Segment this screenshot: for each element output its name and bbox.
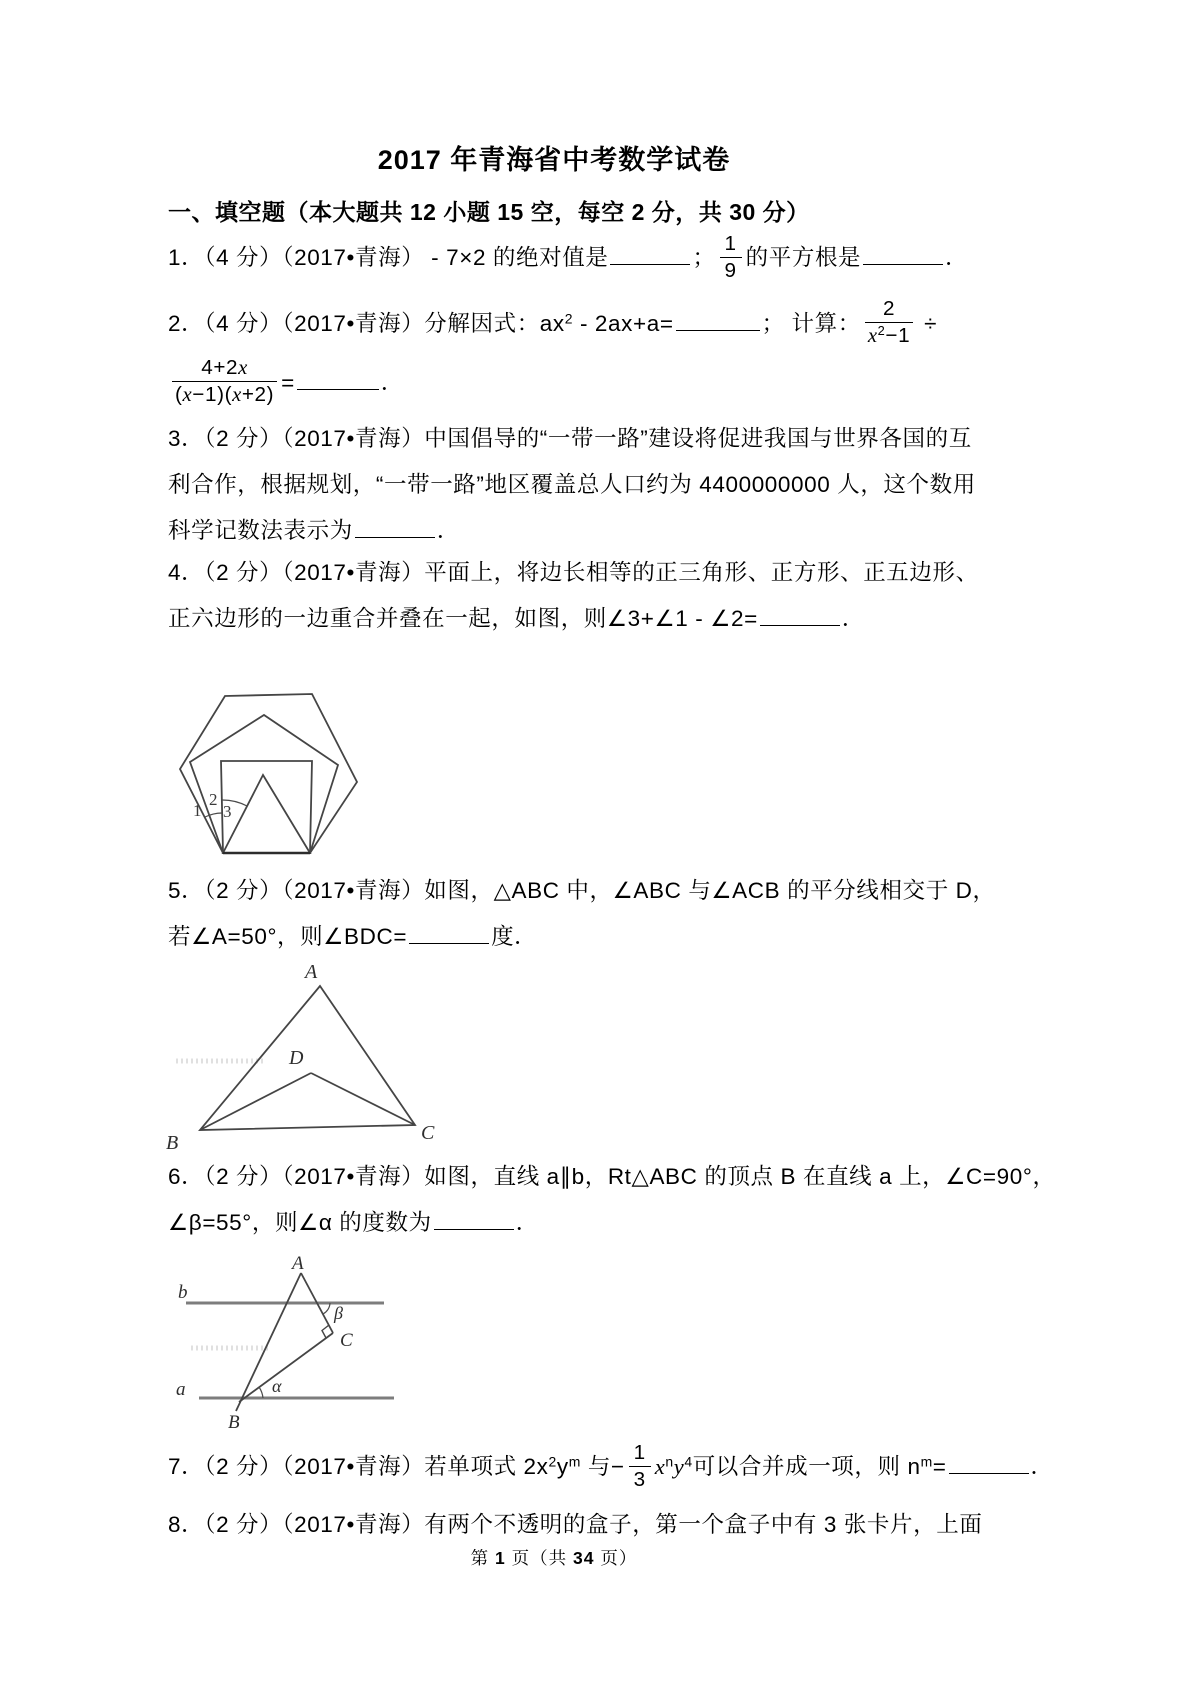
text-run: ． bbox=[515, 1210, 539, 1235]
text-run: 4+2 bbox=[201, 355, 239, 379]
beta-angle-arc bbox=[323, 1303, 330, 1314]
fraction-numerator bbox=[629, 1441, 651, 1467]
problem-6 bbox=[168, 1154, 1056, 1246]
problem-6-line-1 bbox=[168, 1154, 1056, 1200]
text-run: ( bbox=[175, 383, 183, 407]
text-run: ． bbox=[1030, 1454, 1054, 1479]
text-run: 的平方根是 bbox=[745, 245, 862, 271]
text-run: 页） bbox=[594, 1548, 638, 1568]
vertex-b-label: B bbox=[228, 1412, 240, 1433]
superscript: m bbox=[568, 1453, 581, 1470]
parallel-lines-svg bbox=[166, 1256, 411, 1436]
text-run: ； 计算： bbox=[761, 311, 861, 336]
vertex-b-label: B bbox=[166, 1132, 179, 1154]
line-b-label: b bbox=[178, 1282, 188, 1303]
text-run: −1 bbox=[885, 324, 911, 348]
triangle-shape bbox=[223, 775, 310, 853]
angle-arc-1 bbox=[205, 813, 222, 817]
superscript: 2 bbox=[564, 310, 574, 327]
text-run: 可以合并成一项，则 n bbox=[692, 1454, 921, 1479]
fraction bbox=[172, 356, 277, 409]
text-run: −1)( bbox=[192, 383, 233, 407]
text-run: 6．（2 分）（2017•青海）如图，直线 a∥b，Rt△ABC 的顶点 B 在直线 a 上，∠C=90°， bbox=[168, 1164, 1056, 1189]
text-run: 利合作，根据规划，“一带一路”地区覆盖总人口约为 4400000000 人，这个数用 bbox=[168, 472, 976, 497]
triangle-abc-svg bbox=[158, 956, 458, 1156]
problem-5-line-1 bbox=[168, 868, 998, 914]
vertex-a-label: A bbox=[292, 1256, 304, 1274]
text-run: ． bbox=[841, 606, 865, 631]
section-header: 一、填空题（本大题共 12 小题 15 空，每空 2 分，共 30 分） bbox=[168, 199, 810, 225]
fraction-numerator bbox=[720, 232, 742, 258]
text-run: 第 bbox=[470, 1548, 496, 1568]
fill-in-blank bbox=[760, 606, 840, 626]
superscript: 2 bbox=[877, 323, 886, 339]
problem-2 bbox=[168, 298, 998, 415]
problem-3-line-1 bbox=[168, 416, 998, 462]
problem-8-line-1 bbox=[168, 1502, 998, 1548]
problem-1-line-1 bbox=[168, 234, 998, 285]
fraction-numerator bbox=[865, 297, 913, 323]
problem-2-line-1 bbox=[168, 298, 998, 351]
problem-5 bbox=[168, 868, 998, 960]
vertex-a-label: A bbox=[305, 961, 318, 983]
vertex-c-label: C bbox=[421, 1122, 435, 1144]
edge-ab bbox=[236, 1273, 301, 1411]
problem-5-line-2 bbox=[168, 914, 998, 960]
math-variable: y bbox=[673, 1454, 685, 1479]
fill-in-blank bbox=[297, 370, 379, 390]
point-d-label: D bbox=[289, 1047, 304, 1069]
bisector-bd bbox=[200, 1073, 311, 1130]
text-run: 1 bbox=[633, 1440, 646, 1464]
math-variable: x bbox=[232, 384, 242, 407]
figure-problem-4-polygons bbox=[172, 686, 382, 866]
math-variable: x bbox=[238, 356, 248, 379]
text-run: 9 bbox=[724, 258, 737, 282]
text-run: +2) bbox=[241, 383, 275, 407]
text-run: 3 bbox=[633, 1467, 646, 1491]
bold-number: 1 bbox=[495, 1548, 506, 1568]
fill-in-blank bbox=[949, 1454, 1029, 1474]
text-run: ． bbox=[436, 518, 460, 543]
problem-3-line-3 bbox=[168, 508, 998, 554]
text-run: 与− bbox=[580, 1454, 625, 1479]
problem-1 bbox=[168, 234, 998, 285]
polygons-figure-svg bbox=[172, 686, 382, 866]
edge-bc bbox=[239, 1333, 333, 1402]
text-run: ． bbox=[380, 369, 404, 395]
problem-6-line-2 bbox=[168, 1200, 998, 1246]
fraction-numerator bbox=[172, 356, 277, 383]
fraction-denominator bbox=[720, 258, 742, 283]
text-run: 1 bbox=[724, 232, 737, 255]
problem-3-line-2 bbox=[168, 462, 998, 508]
page-footer bbox=[168, 1545, 940, 1570]
angle-2-label: 2 bbox=[209, 790, 218, 809]
bold-number: 34 bbox=[573, 1548, 595, 1568]
problem-2-line-2 bbox=[168, 351, 998, 415]
text-run: 正六边形的一边重合并叠在一起，如图，则∠3+∠1 - ∠2= bbox=[168, 606, 758, 631]
text-run: ． bbox=[945, 245, 969, 271]
text-run: ∠β=55°，则∠α 的度数为 bbox=[168, 1210, 432, 1235]
text-run: 5．（2 分）（2017•青海）如图，△ABC 中，∠ABC 与∠ACB 的平分线相交于 D， bbox=[168, 878, 996, 903]
beta-label: β bbox=[334, 1303, 343, 1323]
text-run: 页（共 bbox=[505, 1548, 573, 1568]
fill-in-blank bbox=[610, 245, 690, 265]
text-run: - 2ax+a= bbox=[573, 311, 674, 336]
math-variable: x bbox=[654, 1454, 666, 1479]
angle-3-label: 3 bbox=[223, 802, 232, 821]
superscript: 2 bbox=[548, 1453, 557, 1470]
text-run: 若∠A=50°，则∠BDC= bbox=[168, 924, 408, 949]
vertex-c-label: C bbox=[340, 1330, 353, 1351]
text-run: 度． bbox=[491, 924, 538, 949]
text-run: = bbox=[932, 1454, 947, 1479]
fraction bbox=[865, 297, 913, 349]
bisector-dc bbox=[311, 1073, 415, 1125]
problem-3 bbox=[168, 416, 998, 554]
math-variable: x bbox=[867, 325, 878, 348]
problem-4-line-1 bbox=[168, 550, 998, 596]
fill-in-blank bbox=[434, 1210, 514, 1230]
superscript: m bbox=[920, 1453, 933, 1470]
fill-in-blank bbox=[863, 245, 943, 265]
text-run: 科学记数法表示为 bbox=[168, 518, 353, 543]
text-run: 3．（2 分）（2017•青海）中国倡导的“一带一路”建设将促进我国与世界各国的互 bbox=[168, 426, 972, 451]
problem-7 bbox=[168, 1436, 1054, 1498]
superscript: 4 bbox=[684, 1453, 693, 1470]
fill-in-blank bbox=[409, 924, 489, 944]
fill-in-blank bbox=[676, 311, 760, 331]
text-run: 4．（2 分）（2017•青海）平面上，将边长相等的正三角形、正方形、正五边形、 bbox=[168, 560, 979, 585]
text-run: 7．（2 分）（2017•青海）若单项式 2x bbox=[168, 1454, 549, 1479]
square-shape bbox=[221, 761, 312, 853]
problem-4 bbox=[168, 550, 998, 642]
text-run: = bbox=[281, 369, 295, 395]
fraction bbox=[629, 1441, 651, 1492]
fraction-denominator bbox=[629, 1467, 651, 1492]
text-run: 1．（4 分）（2017•青海） - 7×2 的绝对值是 bbox=[168, 245, 609, 271]
text-run: 8．（2 分）（2017•青海）有两个不透明的盒子，第一个盒子中有 3 张卡片，上面 bbox=[168, 1512, 983, 1537]
text-run: y bbox=[556, 1454, 569, 1479]
alpha-angle-arc bbox=[259, 1387, 263, 1398]
superscript: n bbox=[665, 1453, 674, 1470]
problem-7-line-1 bbox=[168, 1436, 1054, 1498]
line-a-label: a bbox=[176, 1379, 186, 1400]
text-run: ÷ bbox=[917, 311, 938, 336]
fraction bbox=[720, 232, 742, 283]
problem-8 bbox=[168, 1502, 998, 1548]
text-run: 2 bbox=[882, 297, 896, 321]
alpha-label: α bbox=[272, 1376, 282, 1396]
fraction-denominator bbox=[172, 382, 277, 408]
text-run: ； bbox=[692, 245, 716, 271]
text-run: 2．（4 分）（2017•青海）分解因式：ax bbox=[168, 311, 565, 336]
math-variable: x bbox=[182, 384, 193, 407]
problem-4-line-2 bbox=[168, 596, 998, 642]
figure-problem-5-triangle bbox=[158, 956, 458, 1156]
angle-1-label: 1 bbox=[193, 801, 202, 820]
fraction-denominator bbox=[865, 323, 913, 349]
figure-problem-6-parallel-lines bbox=[166, 1256, 411, 1436]
page-title: 2017 年青海省中考数学试卷 bbox=[377, 145, 731, 175]
fill-in-blank bbox=[355, 518, 435, 538]
